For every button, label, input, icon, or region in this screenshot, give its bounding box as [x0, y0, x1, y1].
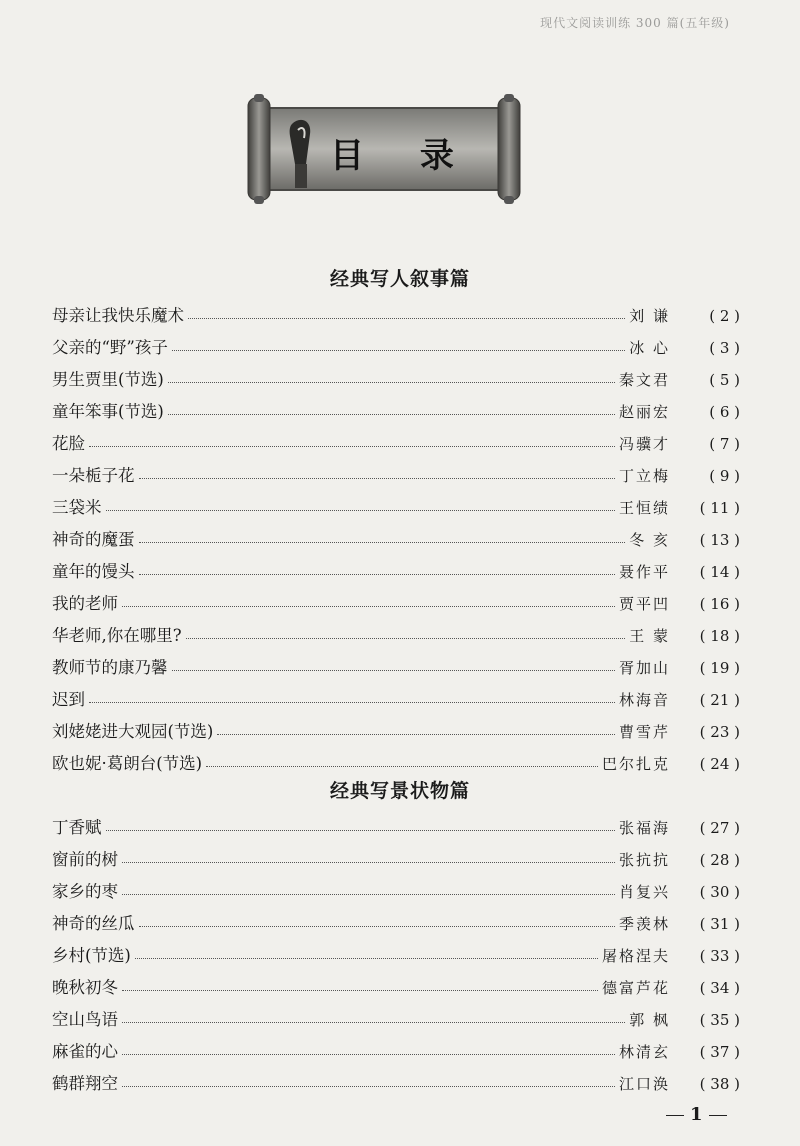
- entry-page: ( 14 ): [699, 563, 740, 581]
- entry-title: 父亲的“野”孩子: [52, 338, 168, 357]
- leader-dots: [122, 850, 615, 863]
- entry-title: 我的老师: [52, 594, 118, 613]
- entry-author: 林清玄: [618, 1043, 670, 1061]
- leader-dots: [217, 722, 615, 735]
- entry-title: 童年的馒头: [52, 562, 135, 581]
- leader-dots: [139, 562, 615, 575]
- entry-author: 林海音: [618, 691, 670, 709]
- entry-title: 空山鸟语: [52, 1010, 118, 1029]
- entry-title: 晚秋初冬: [52, 978, 118, 997]
- entry-author: 张抗抗: [618, 851, 670, 869]
- entry-author: 屠格涅夫: [601, 947, 670, 965]
- entry-author: 江口涣: [618, 1075, 670, 1093]
- entry-title: 丁香赋: [52, 818, 102, 837]
- leader-dots: [89, 690, 615, 703]
- toc-list: [52, 814, 740, 1102]
- entry-title: 男生贾里(节选): [52, 370, 164, 389]
- entry-page: ( 34 ): [699, 979, 740, 997]
- entry-author: 胥加山: [618, 659, 670, 677]
- entry-title: 迟到: [52, 690, 85, 709]
- leader-dots: [106, 818, 615, 831]
- toc-entry[interactable]: [52, 462, 740, 494]
- toc-entry[interactable]: [52, 334, 740, 366]
- entry-page: ( 24 ): [699, 755, 740, 773]
- entry-author: 冬 亥: [629, 531, 670, 549]
- entry-page: ( 27 ): [699, 819, 740, 837]
- leader-dots: [122, 1010, 625, 1023]
- leader-dots: [122, 1074, 615, 1087]
- entry-page: ( 37 ): [699, 1043, 740, 1061]
- entry-page: ( 5 ): [709, 371, 740, 389]
- entry-page: ( 3 ): [709, 339, 740, 357]
- entry-title: 一朵栀子花: [52, 466, 135, 485]
- toc-entry[interactable]: [52, 430, 740, 462]
- toc-entry[interactable]: [52, 526, 740, 558]
- section-title: 经典写人叙事篇: [329, 268, 470, 290]
- entry-author: 肖复兴: [618, 883, 670, 901]
- entry-page: ( 30 ): [699, 883, 740, 901]
- entry-author: 曹雪芹: [618, 723, 670, 741]
- leader-dots: [139, 914, 615, 927]
- entry-page: ( 38 ): [699, 1075, 740, 1093]
- leader-dots: [168, 402, 615, 415]
- entry-title: 鹤群翔空: [52, 1074, 118, 1093]
- entry-page: ( 16 ): [699, 595, 740, 613]
- entry-page: ( 11 ): [699, 499, 740, 517]
- entry-author: 赵丽宏: [618, 403, 670, 421]
- entry-title: 刘姥姥进大观园(节选): [52, 722, 214, 741]
- entry-title: 欧也妮·葛朗台(节选): [52, 754, 203, 773]
- toc-entry[interactable]: [52, 558, 740, 590]
- toc-list: [52, 302, 740, 782]
- leader-dots: [122, 594, 615, 607]
- leader-dots: [122, 882, 615, 895]
- entry-page: ( 18 ): [699, 627, 740, 645]
- entry-title: 教师节的康乃馨: [52, 658, 168, 677]
- entry-page: ( 6 ): [709, 403, 740, 421]
- toc-entry[interactable]: [52, 718, 740, 750]
- leader-dots: [135, 946, 598, 959]
- toc-entry[interactable]: [52, 1038, 740, 1070]
- toc-heading: 目 录: [330, 136, 476, 176]
- leader-dots: [122, 1042, 615, 1055]
- section-title: 经典写景状物篇: [329, 780, 470, 802]
- toc-entry[interactable]: [52, 302, 740, 334]
- toc-entry[interactable]: [52, 398, 740, 430]
- entry-author: 聂作平: [618, 563, 670, 581]
- leader-dots: [139, 466, 615, 479]
- leader-dots: [139, 530, 626, 543]
- leader-dots: [188, 306, 625, 319]
- entry-author: 郭 枫: [629, 1011, 670, 1029]
- leader-dots: [168, 370, 615, 383]
- leader-dots: [172, 338, 625, 351]
- entry-title: 神奇的丝瓜: [52, 914, 135, 933]
- entry-page: ( 13 ): [699, 531, 740, 549]
- toc-entry[interactable]: [52, 942, 740, 974]
- entry-page: ( 33 ): [699, 947, 740, 965]
- entry-author: 王 蒙: [629, 627, 670, 645]
- toc-entry[interactable]: [52, 814, 740, 846]
- leader-dots: [106, 498, 615, 511]
- entry-title: 家乡的枣: [52, 882, 118, 901]
- toc-entry[interactable]: [52, 622, 740, 654]
- entry-title: 三袋米: [52, 498, 102, 517]
- entry-title: 花脸: [52, 434, 85, 453]
- entry-page: ( 9 ): [709, 467, 740, 485]
- toc-entry[interactable]: [52, 366, 740, 398]
- entry-title: 麻雀的心: [52, 1042, 118, 1061]
- running-head: 现代文阅读训练 300 篇(五年级): [540, 16, 730, 30]
- entry-author: 冰 心: [629, 339, 670, 357]
- entry-page: ( 21 ): [699, 691, 740, 709]
- entry-page: ( 28 ): [699, 851, 740, 869]
- entry-author: 丁立梅: [618, 467, 670, 485]
- leader-dots: [122, 978, 598, 991]
- leader-dots: [172, 658, 615, 671]
- toc-entry[interactable]: [52, 494, 740, 526]
- entry-page: ( 19 ): [699, 659, 740, 677]
- entry-title: 华老师,你在哪里?: [52, 626, 182, 645]
- entry-author: 刘 谦: [629, 307, 670, 325]
- toc-entry[interactable]: [52, 846, 740, 878]
- entry-author: 德富芦花: [601, 979, 670, 997]
- leader-dots: [186, 626, 626, 639]
- entry-title: 神奇的魔蛋: [52, 530, 135, 549]
- entry-author: 王恒绩: [618, 499, 670, 517]
- leader-dots: [89, 434, 615, 447]
- toc-entry[interactable]: [52, 654, 740, 686]
- entry-author: 季羡林: [618, 915, 670, 933]
- toc-entry[interactable]: [52, 910, 740, 942]
- toc-entry[interactable]: [52, 686, 740, 718]
- entry-page: ( 7 ): [709, 435, 740, 453]
- page-number: 1: [660, 1104, 733, 1125]
- entry-author: 巴尔扎克: [601, 755, 670, 773]
- entry-author: 张福海: [618, 819, 670, 837]
- toc-entry[interactable]: [52, 590, 740, 622]
- entry-title: 母亲让我快乐魔术: [52, 306, 184, 325]
- entry-page: ( 2 ): [709, 307, 740, 325]
- entry-author: 贾平凹: [618, 595, 670, 613]
- toc-entry[interactable]: [52, 1070, 740, 1102]
- leader-dots: [206, 754, 598, 767]
- toc-entry[interactable]: [52, 974, 740, 1006]
- entry-title: 窗前的树: [52, 850, 118, 869]
- entry-author: 秦文君: [618, 371, 670, 389]
- entry-page: ( 35 ): [699, 1011, 740, 1029]
- entry-title: 乡村(节选): [52, 946, 131, 965]
- entry-author: 冯骥才: [618, 435, 670, 453]
- toc-entry[interactable]: [52, 1006, 740, 1038]
- entry-page: ( 31 ): [699, 915, 740, 933]
- toc-entry[interactable]: [52, 878, 740, 910]
- entry-title: 童年笨事(节选): [52, 402, 164, 421]
- entry-page: ( 23 ): [699, 723, 740, 741]
